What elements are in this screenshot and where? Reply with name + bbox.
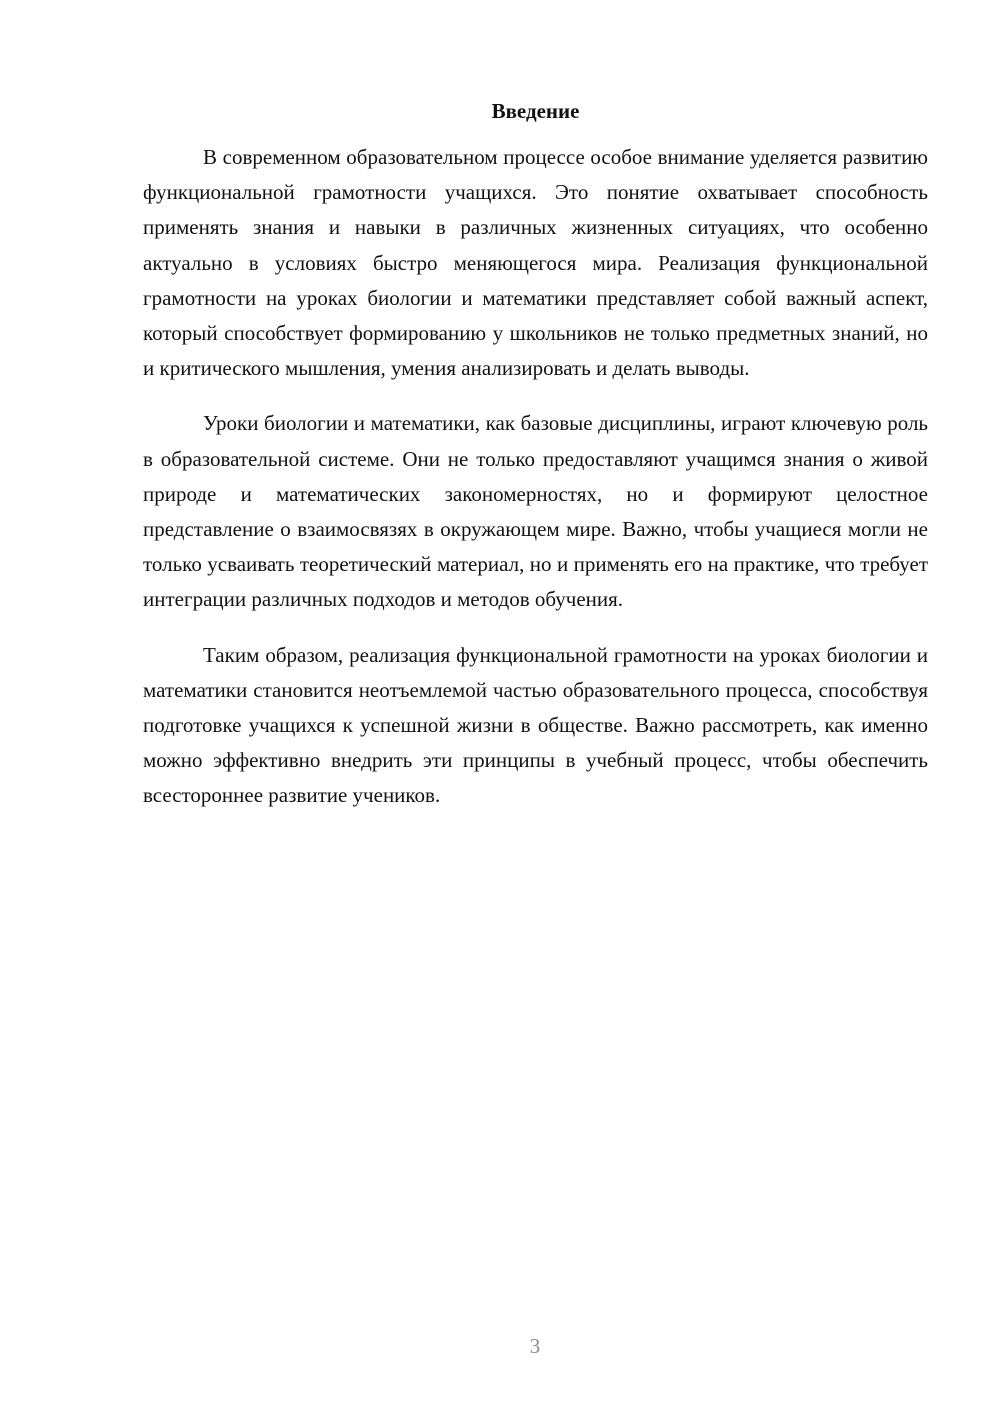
page-number: 3	[529, 1334, 541, 1358]
paragraph-intro: В современном образовательном процессе особое внимание уделяется развитию функциональной грамотности учащихся. Это понятие охватывает способность применять знания и навыки в различных жизненных ситуациях, что особенно актуально в условиях быстро меняющегося мира. Реализация функциональной грамотности на уроках биологии и математики представляет собой важный аспект, который способствует формированию у школьников не только предметных знаний, но и критического мышления, умения анализировать и делать выводы.	[143, 145, 928, 381]
paragraph-subjects: Уроки биологии и математики, как базовые дисциплины, играют ключевую роль в образовательной системе. Они не только предоставляют учащимся знания о живой природе и математических закономерностях, но и формируют целостное представление о взаимосвязях в окружающем мире. Важно, чтобы учащиеся могли не только усваивать теоретический материал, но и применять его на практике, что требует интеграции различных подходов и методов обучения.	[143, 411, 928, 612]
paragraph-conclusion: Таким образом, реализация функциональной грамотности на уроках биологии и математики становится неотъемлемой частью образовательного процесса, способствуя подготовке учащихся к успешной жизни в обществе. Важно рассмотреть, как именно можно эффективно внедрить эти принципы в учебный процесс, чтобы обеспечить всестороннее развитие учеников.	[143, 642, 928, 808]
page-content	[143, 96, 928, 834]
page-title: Введение	[491, 99, 580, 123]
